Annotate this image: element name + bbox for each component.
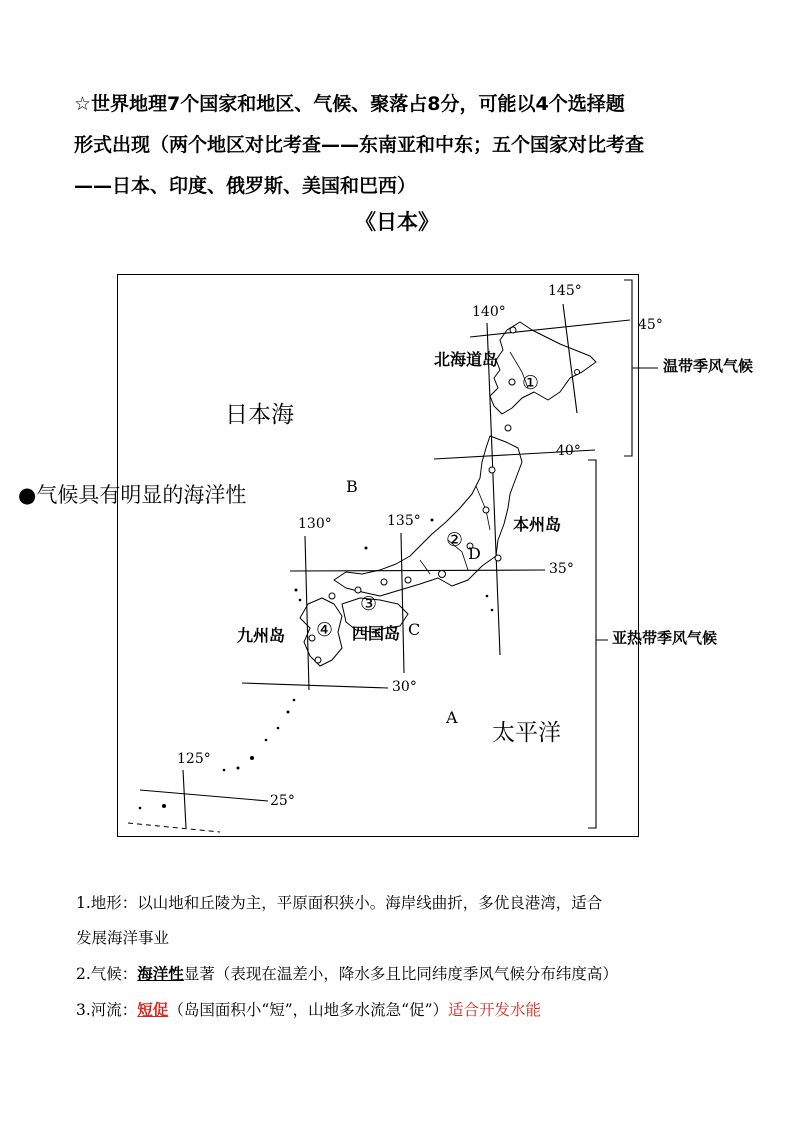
bracket-temperate <box>624 280 658 456</box>
lon-label-140: 140° <box>472 304 506 320</box>
city-marker <box>489 467 495 473</box>
hokkaido-outline <box>490 322 596 414</box>
lat-line-45 <box>470 320 630 337</box>
islet <box>237 767 240 770</box>
circled-number-1: ① <box>522 372 540 394</box>
intro-line-1: ☆世界地理7个国家和地区、气候、聚落占8分，可能以4个选择题 <box>74 93 625 115</box>
lon-label-125: 125° <box>177 751 211 767</box>
circled-number-2: ② <box>446 529 464 551</box>
honshu-outline <box>334 436 522 596</box>
lon-line-135 <box>401 533 404 673</box>
city-marker <box>495 555 501 561</box>
note-3 <box>76 992 736 1028</box>
lat-label-35: 35° <box>549 561 574 577</box>
boundary-dashed <box>128 823 220 832</box>
city-marker <box>510 327 516 333</box>
city-marker <box>405 577 411 583</box>
intro-line-3: ——日本、印度、俄罗斯、美国和巴西） <box>74 175 417 197</box>
notes-section <box>76 886 736 1028</box>
note-2-keyword: 海洋性 <box>137 964 184 983</box>
circled-number-3: ③ <box>360 593 378 615</box>
bullet-note: ●气候具有明显的海洋性 <box>18 483 247 507</box>
islet <box>431 519 434 522</box>
lat-line-25 <box>140 790 268 801</box>
islet <box>293 699 296 702</box>
lon-label-145: 145° <box>548 283 582 299</box>
point-label-b: B <box>346 477 358 496</box>
city-marker <box>439 571 446 578</box>
islet <box>295 589 298 592</box>
ocean-label: 太平洋 <box>492 720 561 746</box>
islet <box>277 727 280 730</box>
island-label-kyushu: 九州岛 <box>237 626 286 645</box>
islet <box>299 599 302 602</box>
island-label-hokkaido: 北海道岛 <box>434 350 499 369</box>
city-marker <box>575 370 580 375</box>
islet <box>265 739 268 742</box>
islet <box>139 807 142 810</box>
note-2 <box>76 956 736 992</box>
islet <box>162 804 166 808</box>
city-marker <box>309 635 315 641</box>
river-honshu-3 <box>420 560 430 574</box>
city-marker <box>329 593 335 599</box>
islet <box>250 756 254 760</box>
city-marker <box>315 657 321 663</box>
city-marker <box>381 579 387 585</box>
note-3-prefix: 3.河流： <box>76 1001 138 1019</box>
islet <box>491 609 494 612</box>
lat-label-45: 45° <box>638 317 663 333</box>
note-3-mid: （岛国面积小“短”，山地多水流急“促”） <box>168 1001 449 1019</box>
lon-line-130 <box>305 536 309 690</box>
note-2-rest: 显著（表现在温差小，降水多且比同纬度季风气候分布纬度高） <box>183 965 618 983</box>
note-1-line-1: 1.地形：以山地和丘陵为主，平原面积狭小。海岸线曲折，多优良港湾，适合 <box>76 894 603 912</box>
circled-number-4: ④ <box>316 619 334 641</box>
city-marker <box>505 425 511 431</box>
lat-label-25: 25° <box>270 793 295 809</box>
lat-label-30: 30° <box>392 679 417 695</box>
note-1-line-2: 发展海洋事业 <box>76 929 170 947</box>
islet <box>486 595 489 598</box>
city-marker <box>509 379 515 385</box>
lat-line-30 <box>242 683 388 688</box>
note-3-keyword: 短促 <box>137 1000 169 1019</box>
section-title: 《日本》 <box>355 210 439 234</box>
note-2-prefix: 2.气候： <box>76 965 138 983</box>
bracket-subtropical <box>588 460 608 828</box>
city-marker <box>483 507 489 513</box>
lat-line-35 <box>290 570 545 571</box>
lon-label-130: 130° <box>298 516 332 532</box>
point-label-d: D <box>468 544 481 563</box>
island-label-shikoku: 四国岛 <box>352 624 401 643</box>
climate-label-temperate: 温带季风气候 <box>663 357 754 375</box>
lon-label-135: 135° <box>387 513 421 529</box>
intro-line-2: 形式出现（两个地区对比考查——东南亚和中东；五个国家对比考查 <box>74 134 645 156</box>
sea-label: 日本海 <box>225 402 294 428</box>
note-3-tail: 适合开发水能 <box>448 1001 542 1019</box>
point-label-a: A <box>446 708 458 727</box>
climate-label-subtropical: 亚热带季风气候 <box>612 629 718 647</box>
islet <box>287 711 290 714</box>
islet <box>365 547 368 550</box>
point-label-c: C <box>408 620 421 639</box>
lon-line-145 <box>563 304 577 413</box>
island-label-honshu: 本州岛 <box>513 515 562 534</box>
lon-line-125 <box>183 770 186 828</box>
lat-label-40: 40° <box>556 443 581 459</box>
islet <box>223 769 226 772</box>
